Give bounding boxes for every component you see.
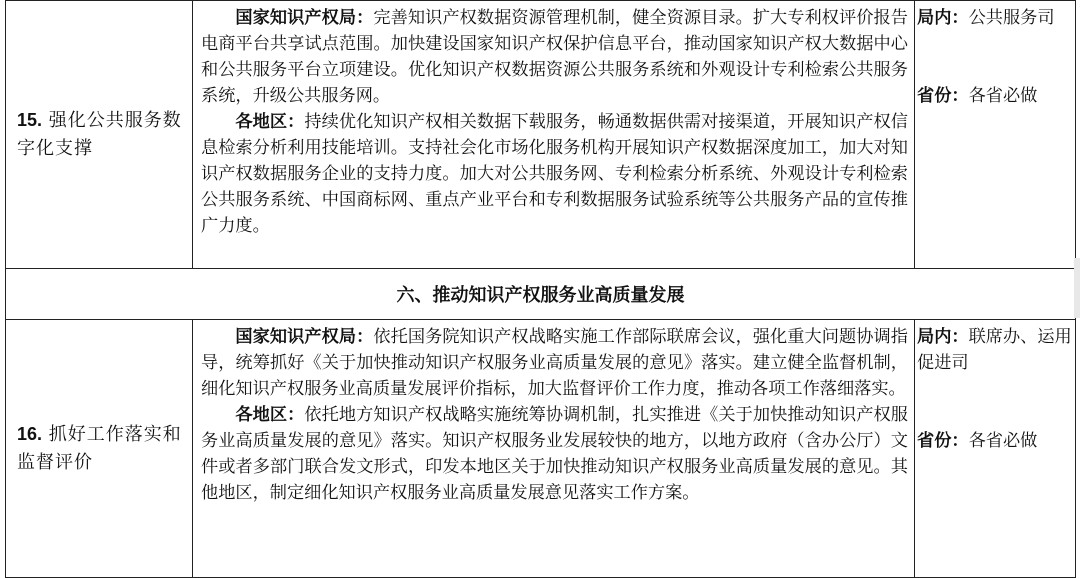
measures-cell xyxy=(193,320,915,578)
responsibility-cell xyxy=(915,320,1076,578)
measure-text: 持续优化知识产权相关数据下载服务，畅通数据供需对接渠道，开展知识产权信息检索分析利用技能培训。支持社会化市场化服务机构开展知识产权数据深度加工，加大对知识产权数据服务企业的支持力度。加大对公共服务网、专利检索分析系统、外观设计专利检索公共服务系统、中国商标网、重点产业平台和专利数据服务试验系统等公共服务产品的宣传推广力度。 xyxy=(201,112,908,236)
responsibility-label: 省份： xyxy=(917,86,969,106)
table-row-task-16 xyxy=(6,320,1076,578)
responsibility-bureau xyxy=(917,324,1073,376)
task-cell xyxy=(6,320,193,578)
task-cell xyxy=(6,1,193,269)
measure-text: 完善知识产权数据资源管理机制，健全资源目录。扩大专利权评价报告电商平台共享试点范围。加快建设国家知识产权保护信息平台，推动国家知识产权大数据中心和公共服务平台立项建设。优化知识产权数据资源公共服务系统和外观设计专利检索公共服务系统，升级公共服务网。 xyxy=(201,8,908,106)
measures-cell xyxy=(193,1,915,269)
measure-lead: 国家知识产权局： xyxy=(235,327,374,347)
task-number: 15. xyxy=(17,110,43,130)
measure-regional xyxy=(201,109,908,239)
responsibility-cell xyxy=(915,1,1076,269)
task-title: 强化公共服务数字化支撑 xyxy=(17,110,182,159)
task-number: 16. xyxy=(17,424,43,444)
responsibility-label: 局内： xyxy=(917,327,969,347)
table-row-task-15 xyxy=(6,1,1076,269)
measure-text: 依托国务院知识产权战略实施工作部际联席会议，强化重大问题协调指导，统筹抓好《关于加快推动知识产权服务业高质量发展的意见》落实。建立健全监督机制，细化知识产权服务业高质量发展评价指标，加大监督评价工作力度，推动各项工作落细落实。 xyxy=(201,327,908,399)
measure-national xyxy=(201,5,908,109)
section-heading: 六、推动知识产权服务业高质量发展 xyxy=(6,269,1076,320)
task-table xyxy=(5,0,1076,578)
responsibility-text: 公共服务司 xyxy=(968,8,1055,28)
responsibility-province xyxy=(917,83,1073,109)
measure-lead: 各地区： xyxy=(235,112,305,132)
responsibility-text: 联席办、运用促进司 xyxy=(917,327,1072,373)
task-title: 抓好工作落实和监督评价 xyxy=(17,424,182,473)
responsibility-text: 各省必做 xyxy=(968,86,1038,106)
responsibility-label: 省份： xyxy=(917,431,969,451)
measure-regional xyxy=(201,402,908,506)
table-row-section-heading xyxy=(6,269,1076,320)
responsibility-text: 各省必做 xyxy=(968,431,1038,451)
responsibility-bureau xyxy=(917,5,1073,31)
responsibility-province xyxy=(917,428,1073,454)
measure-national xyxy=(201,324,908,402)
measure-lead: 各地区： xyxy=(235,405,305,425)
measure-lead: 国家知识产权局： xyxy=(235,8,374,28)
scrollbar-edge xyxy=(1074,258,1080,318)
measure-text: 依托地方知识产权战略实施统筹协调机制，扎实推进《关于加快推动知识产权服务业高质量发展的意见》落实。知识产权服务业发展较快的地方，以地方政府（含办公厅）文件或者多部门联合发文形式，印发本地区关于加快推动知识产权服务业高质量发展的意见。其他地区，制定细化知识产权服务业高质量发展意见落实工作方案。 xyxy=(201,405,908,503)
responsibility-label: 局内： xyxy=(917,8,969,28)
